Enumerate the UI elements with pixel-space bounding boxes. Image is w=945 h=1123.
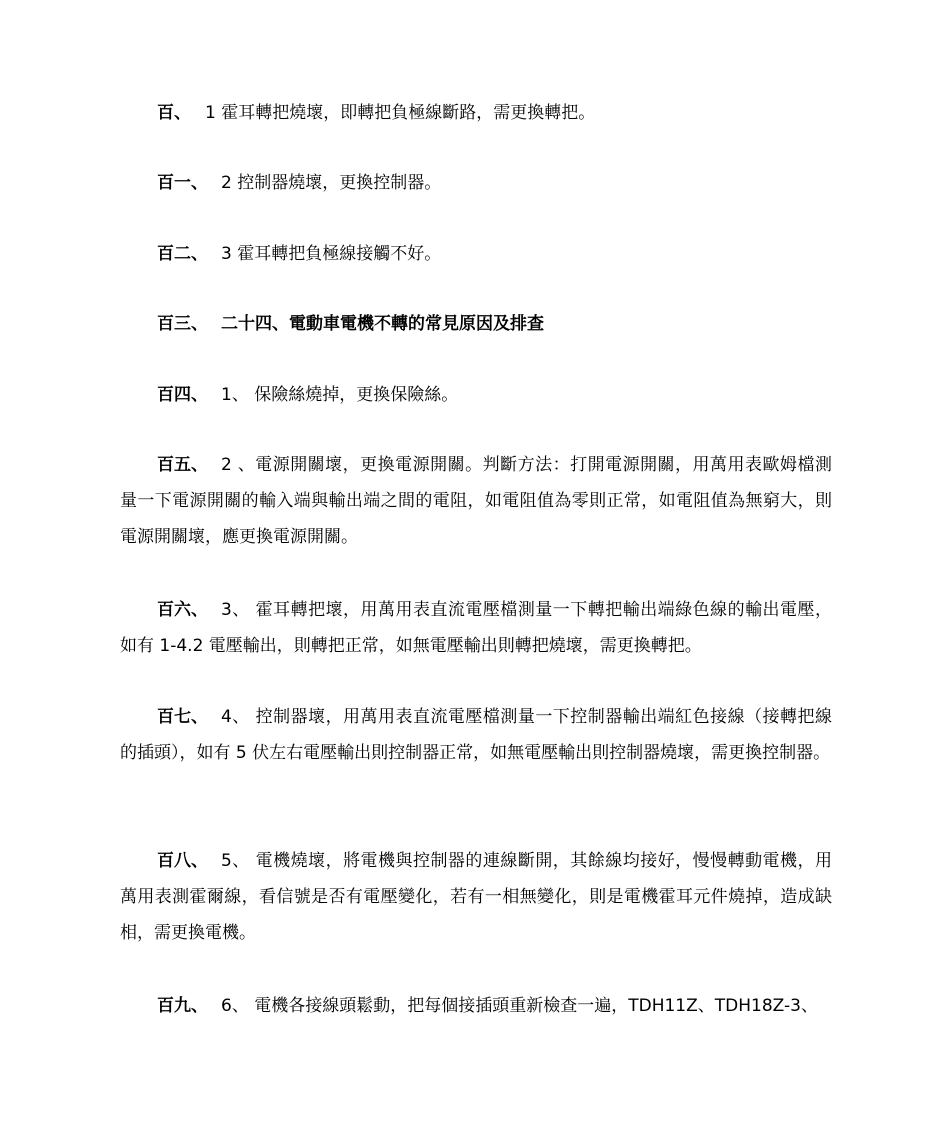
paragraph-number: 百四、 xyxy=(157,385,208,405)
paragraph-104 xyxy=(120,377,832,413)
paragraph-number: 百八、 xyxy=(157,851,208,871)
section-heading: 二十四、電動車電機不轉的常見原因及排查 xyxy=(221,314,544,334)
paragraph-101 xyxy=(120,165,832,201)
paragraph-text: 4、 控制器壞，用萬用表直流電壓檔測量一下控制器輸出端紅色接線（接轉把線的插頭），如有 5 伏左右電壓輸出則控制器正常，如無電壓輸出則控制器燒壞，需更換控制器。 xyxy=(120,707,832,763)
paragraph-number: 百五、 xyxy=(157,455,208,475)
paragraph-105 xyxy=(120,447,832,555)
paragraph-number: 百、 xyxy=(157,103,191,123)
paragraph-108 xyxy=(120,843,832,951)
paragraph-number: 百六、 xyxy=(157,600,208,620)
paragraph-number: 百二、 xyxy=(157,244,208,264)
paragraph-text: 3、 霍耳轉把壞，用萬用表直流電壓檔測量一下轉把輸出端綠色線的輸出電壓，如有 1-4.2 電壓輸出，則轉把正常，如無電壓輸出則轉把燒壞，需更換轉把。 xyxy=(120,600,832,656)
paragraph-number: 百九、 xyxy=(157,996,208,1016)
paragraph-text: 5、 電機燒壞，將電機與控制器的連線斷開，其餘線均接好，慢慢轉動電機，用萬用表測霍爾線，看信號是否有電壓變化，若有一相無變化，則是電機霍耳元件燒掉，造成缺相，需更換電機。 xyxy=(120,851,832,943)
paragraph-number: 百一、 xyxy=(157,173,208,193)
paragraph-text: 2 、電源開關壞，更換電源開關。判斷方法：打開電源開關，用萬用表歐姆檔測量一下電源開關的輸入端與輸出端之間的電阻，如電阻值為零則正常，如電阻值為無窮大，則電源開關壞，應更換電源開關。 xyxy=(120,455,832,547)
paragraph-text: 3 霍耳轉把負極線接觸不好。 xyxy=(221,244,442,264)
paragraph-103 xyxy=(120,306,832,342)
paragraph-number: 百三、 xyxy=(157,314,208,334)
paragraph-102 xyxy=(120,236,832,272)
paragraph-text: 1、 保險絲燒掉，更換保險絲。 xyxy=(221,385,459,405)
paragraph-100 xyxy=(120,95,832,131)
paragraph-text: 1 霍耳轉把燒壞，即轉把負極線斷路，需更換轉把。 xyxy=(205,103,596,123)
paragraph-106 xyxy=(120,592,832,664)
paragraph-text: 2 控制器燒壞，更換控制器。 xyxy=(221,173,442,193)
paragraph-109 xyxy=(120,988,832,1024)
paragraph-107 xyxy=(120,699,832,771)
paragraph-number: 百七、 xyxy=(157,707,208,727)
paragraph-text: 6、 電機各接線頭鬆動，把每個接插頭重新檢查一遍，TDH11Z、TDH18Z-3、 xyxy=(221,996,818,1016)
